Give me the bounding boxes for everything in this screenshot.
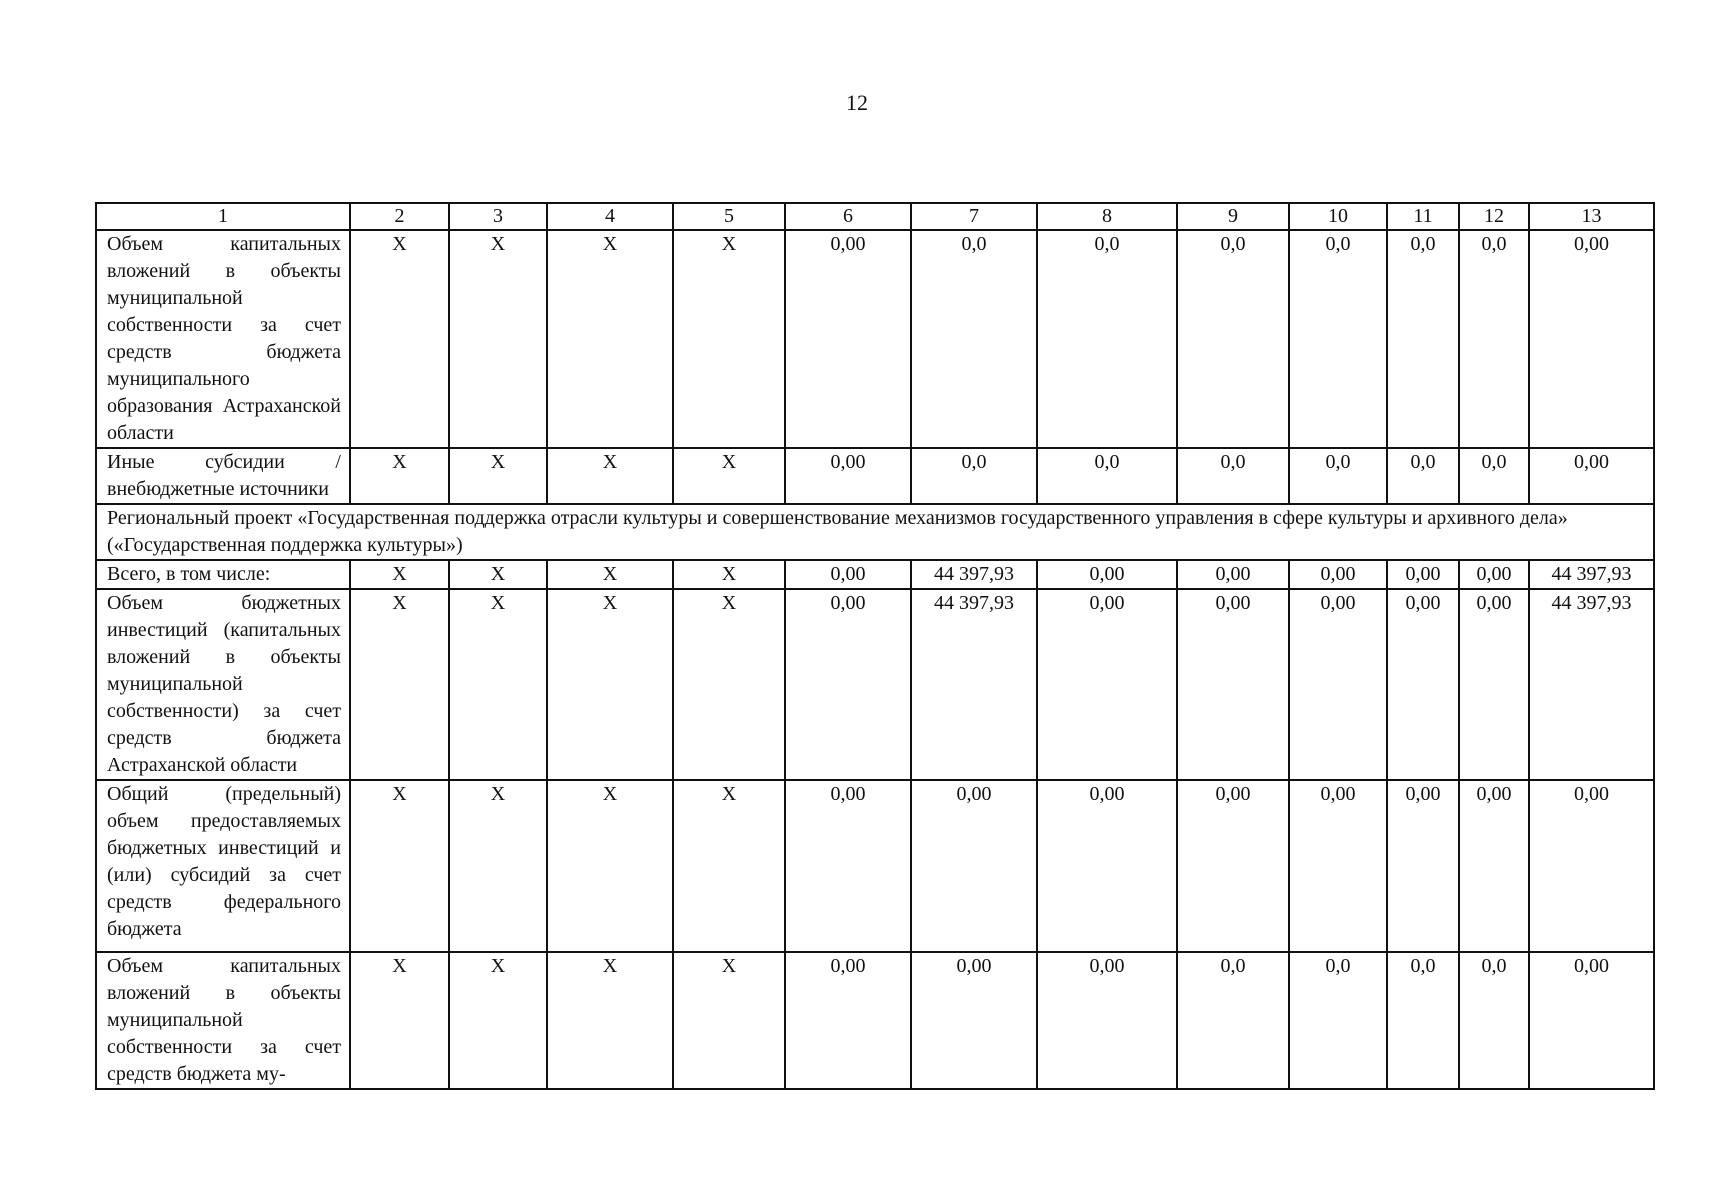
value-cell: 44 397,93 [1529, 560, 1654, 589]
value-cell: X [547, 230, 673, 448]
value-cell: 0,0 [1177, 952, 1289, 1089]
value-cell: 0,00 [1177, 560, 1289, 589]
value-cell: 0,00 [785, 780, 911, 952]
value-cell: 0,00 [1177, 589, 1289, 780]
value-cell: 0,00 [1459, 560, 1529, 589]
value-cell: 0,00 [1177, 780, 1289, 952]
value-cell: 0,0 [1177, 448, 1289, 504]
value-cell: 0,00 [1387, 560, 1459, 589]
table-body [96, 203, 1654, 1089]
row-label: Всего, в том числе: [96, 560, 350, 589]
value-cell: 0,00 [1529, 448, 1654, 504]
column-header: 13 [1529, 203, 1654, 230]
value-cell: 44 397,93 [1529, 589, 1654, 780]
value-cell: 0,00 [785, 448, 911, 504]
value-cell: 0,0 [1289, 230, 1387, 448]
value-cell: 0,00 [785, 952, 911, 1089]
column-header: 3 [449, 203, 547, 230]
value-cell: 0,00 [785, 560, 911, 589]
value-cell: 0,0 [1289, 448, 1387, 504]
value-cell: 0,0 [1459, 230, 1529, 448]
table-row [96, 560, 1654, 589]
value-cell: X [673, 448, 785, 504]
table-row [96, 448, 1654, 504]
value-cell: 0,0 [1387, 952, 1459, 1089]
table-row [96, 952, 1654, 1089]
column-header: 6 [785, 203, 911, 230]
value-cell: 0,0 [1387, 230, 1459, 448]
value-cell: 0,00 [1037, 560, 1177, 589]
value-cell: 0,00 [1459, 589, 1529, 780]
column-number-header-row [96, 203, 1654, 230]
value-cell: X [449, 780, 547, 952]
value-cell: 0,00 [1037, 952, 1177, 1089]
value-cell: 0,0 [1387, 448, 1459, 504]
value-cell: 0,00 [1529, 780, 1654, 952]
value-cell: X [547, 780, 673, 952]
value-cell: 0,00 [1529, 230, 1654, 448]
value-cell: 0,00 [785, 230, 911, 448]
column-header: 4 [547, 203, 673, 230]
value-cell: 0,00 [1289, 780, 1387, 952]
column-header: 11 [1387, 203, 1459, 230]
value-cell: X [673, 952, 785, 1089]
column-header: 12 [1459, 203, 1529, 230]
column-header: 8 [1037, 203, 1177, 230]
value-cell: X [673, 560, 785, 589]
row-label: Объем капитальных вложений в объекты муниципальной собственности за счет средств бюджета муниципального образования Астраханской области [96, 230, 350, 448]
table-row [96, 230, 1654, 448]
value-cell: X [673, 230, 785, 448]
value-cell: 0,00 [1387, 780, 1459, 952]
value-cell: 44 397,93 [911, 589, 1037, 780]
value-cell: X [449, 560, 547, 589]
column-header: 9 [1177, 203, 1289, 230]
value-cell: 0,00 [911, 952, 1037, 1089]
value-cell: X [350, 560, 449, 589]
section-row [96, 504, 1654, 560]
budget-table [95, 202, 1655, 1090]
value-cell: 0,0 [1459, 952, 1529, 1089]
value-cell: 0,00 [1289, 589, 1387, 780]
value-cell: 0,0 [911, 230, 1037, 448]
value-cell: 0,00 [1289, 560, 1387, 589]
row-label: Общий (предельный) объем предоставляемых бюджетных инвестиций и (или) субсидий за счет средств федерального бюджета [96, 780, 350, 952]
section-title: Региональный проект «Государственная поддержка отрасли культуры и совершенствование механизмов государственного управления в сфере культуры и архивного дела» («Государственная поддержка культуры») [96, 504, 1654, 560]
value-cell: 0,00 [1387, 589, 1459, 780]
value-cell: X [547, 560, 673, 589]
row-label: Объем бюджетных инвестиций (капитальных вложений в объекты муниципальной собственности) за счет средств бюджета Астраханской области [96, 589, 350, 780]
table-row [96, 780, 1654, 952]
value-cell: X [547, 589, 673, 780]
value-cell: X [673, 780, 785, 952]
column-header: 1 [96, 203, 350, 230]
value-cell: X [449, 230, 547, 448]
value-cell: X [449, 589, 547, 780]
page-number: 12 [846, 90, 868, 115]
value-cell: 44 397,93 [911, 560, 1037, 589]
column-header: 7 [911, 203, 1037, 230]
row-label: Иные субсидии / внебюджетные источники [96, 448, 350, 504]
column-header: 5 [673, 203, 785, 230]
value-cell: 0,0 [1037, 448, 1177, 504]
value-cell: X [449, 952, 547, 1089]
row-label: Объем капитальных вложений в объекты муниципальной собственности за счет средств бюджета му- [96, 952, 350, 1089]
value-cell: X [547, 448, 673, 504]
value-cell: 0,00 [1037, 780, 1177, 952]
value-cell: X [350, 589, 449, 780]
value-cell: 0,0 [1459, 448, 1529, 504]
value-cell: 0,0 [911, 448, 1037, 504]
value-cell: X [449, 448, 547, 504]
value-cell: 0,00 [1459, 780, 1529, 952]
value-cell: X [350, 448, 449, 504]
value-cell: 0,00 [785, 589, 911, 780]
value-cell: X [350, 230, 449, 448]
value-cell: 0,0 [1037, 230, 1177, 448]
value-cell: 0,00 [911, 780, 1037, 952]
value-cell: X [350, 780, 449, 952]
column-header: 10 [1289, 203, 1387, 230]
column-header: 2 [350, 203, 449, 230]
value-cell: X [547, 952, 673, 1089]
value-cell: X [673, 589, 785, 780]
value-cell: 0,0 [1289, 952, 1387, 1089]
value-cell: 0,0 [1177, 230, 1289, 448]
value-cell: X [350, 952, 449, 1089]
table-row [96, 589, 1654, 780]
value-cell: 0,00 [1037, 589, 1177, 780]
value-cell: 0,00 [1529, 952, 1654, 1089]
